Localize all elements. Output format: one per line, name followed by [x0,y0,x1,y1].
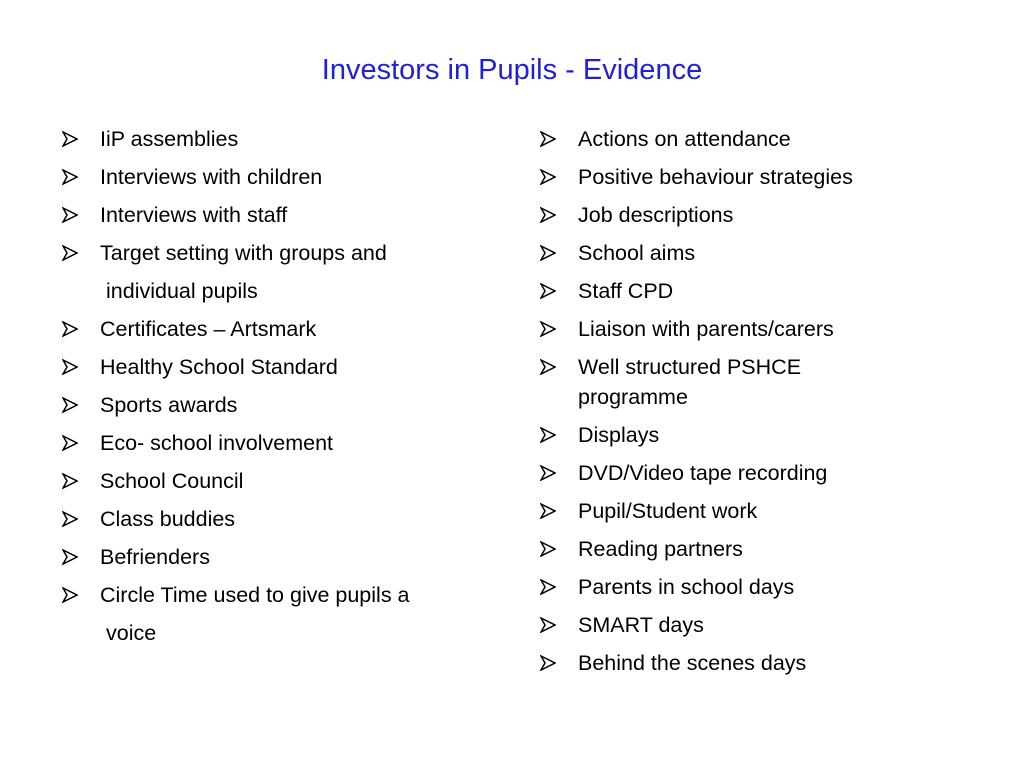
list-item [540,420,1000,450]
list-item-text: Liaison with parents/carers [578,317,834,341]
list-item-text: Healthy School Standard [100,355,338,379]
arrowhead-bullet-icon [62,238,82,268]
arrowhead-bullet-icon [62,352,82,382]
list-item [540,352,1000,412]
arrowhead-bullet-icon [540,162,560,192]
list-item [540,534,1000,564]
arrowhead-bullet-icon [62,162,82,192]
arrowhead-bullet-icon [540,648,560,678]
list-item [62,314,502,344]
left-bullet-list [62,124,502,656]
list-item [62,466,502,496]
list-item-continuation [62,618,502,648]
arrowhead-bullet-icon [540,420,560,450]
list-item-text: DVD/Video tape recording [578,461,828,485]
list-item [62,162,502,192]
list-item-text: Behind the scenes days [578,651,807,675]
arrowhead-bullet-icon [62,580,82,610]
right-bullet-list [540,124,1000,686]
list-item-text: School aims [578,241,696,265]
list-item [540,314,1000,344]
list-item-text: SMART days [578,613,704,637]
arrowhead-bullet-icon [540,276,560,306]
list-item [540,238,1000,268]
list-item-text: Eco- school involvement [100,431,334,455]
list-item [62,390,502,420]
arrowhead-bullet-icon [540,534,560,564]
list-item [540,648,1000,678]
list-item-text: Positive behaviour strategies [578,165,853,189]
list-item-text: Reading partners [578,537,743,561]
arrowhead-bullet-icon [540,352,560,382]
list-item [62,238,502,268]
list-item-text: Job descriptions [578,203,734,227]
list-item-text: Parents in school days [578,575,795,599]
list-item-text: Befrienders [100,545,210,569]
arrowhead-bullet-icon [540,124,560,154]
list-item [540,200,1000,230]
list-item [62,542,502,572]
list-item-text: Target setting with groups and [100,241,387,265]
list-item [540,610,1000,640]
list-item-text: Displays [578,423,660,447]
list-item-text: Well structured PSHCE [578,355,802,379]
list-item [540,458,1000,488]
arrowhead-bullet-icon [540,238,560,268]
list-item [62,504,502,534]
list-item [62,124,502,154]
slide-title: Investors in Pupils - Evidence [321,54,703,86]
list-item-text: Staff CPD [578,279,674,303]
arrowhead-bullet-icon [62,466,82,496]
arrowhead-bullet-icon [540,458,560,488]
arrowhead-bullet-icon [62,428,82,458]
list-item [540,276,1000,306]
list-item-text: Interviews with staff [100,203,288,227]
list-item-text: Actions on attendance [578,127,791,151]
list-item-text-continued: programme [578,385,688,409]
arrowhead-bullet-icon [540,200,560,230]
list-item-text: Sports awards [100,393,238,417]
arrowhead-bullet-icon [540,610,560,640]
list-item-text: Certificates – Artsmark [100,317,317,341]
list-item-text: Pupil/Student work [578,499,758,523]
list-item [62,580,502,610]
arrowhead-bullet-icon [540,572,560,602]
arrowhead-bullet-icon [62,314,82,344]
arrowhead-bullet-icon [62,390,82,420]
list-item-text: individual pupils [106,279,258,303]
arrowhead-bullet-icon [540,314,560,344]
list-item-text: IiP assemblies [100,127,239,151]
arrowhead-bullet-icon [540,496,560,526]
list-item-text: Class buddies [100,507,236,531]
list-item [540,124,1000,154]
list-item-text: Interviews with children [100,165,323,189]
arrowhead-bullet-icon [62,504,82,534]
list-item [540,496,1000,526]
list-item [62,200,502,230]
arrowhead-bullet-icon [62,542,82,572]
list-item-text: School Council [100,469,244,493]
arrowhead-bullet-icon [62,124,82,154]
list-item-continuation [62,276,502,306]
list-item-text: voice [106,621,157,645]
arrowhead-bullet-icon [62,200,82,230]
list-item [540,162,1000,192]
list-item [540,572,1000,602]
list-item [62,428,502,458]
list-item-text: Circle Time used to give pupils a [100,583,410,607]
list-item [62,352,502,382]
